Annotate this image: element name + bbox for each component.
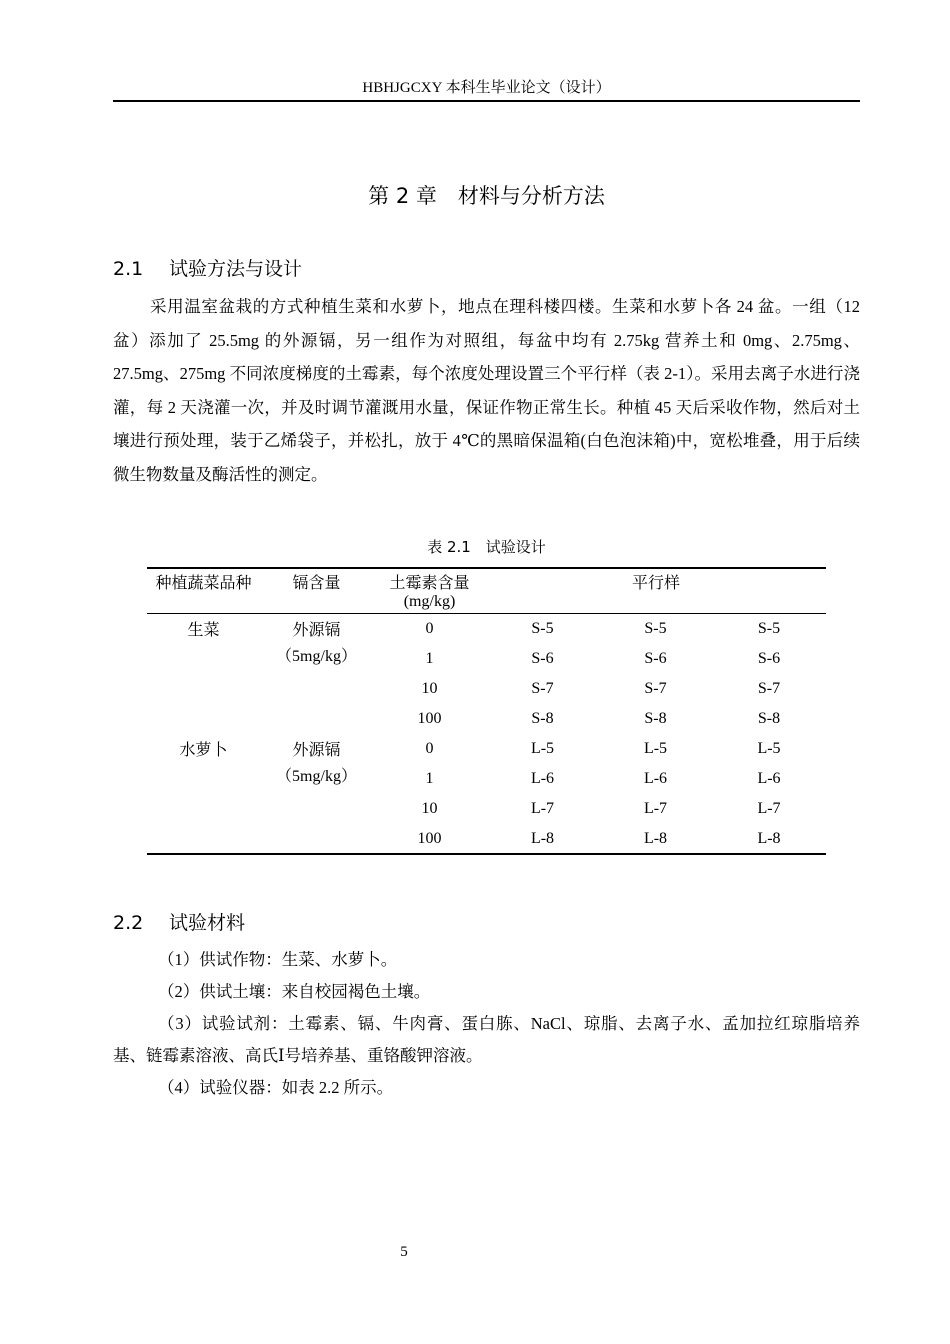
cadmium-label: 外源镉 bbox=[292, 622, 341, 639]
list-item: （2）供试土壤：来自校园褐色土壤。 bbox=[158, 982, 431, 1001]
method-paragraph: 采用温室盆栽的方式种植生菜和水萝卜，地点在理科楼四楼。生菜和水萝卜各 24 盆。一组（12 盆）添加了 25.5mg 的外源镉，另一组作为对照组，每盆中均有 2.75kg 营养土和 0mg、2.75mg、27.5mg、275mg 不同浓度梯度的土霉素，每个浓度处理设置三个平行样（表 2-1）。采用去离子水进行浇灌，每 2 天浇灌一次，并及时调节灌溉用水量，保证作物正常生长。种植 45 天后采收作物，然后对土壤进行预处理，装于乙烯袋子，并松扎，放于 4℃的黑暗保温箱(白色泡沫箱)中，宽松堆叠，用于后续微生物数量及酶活性的测定。 bbox=[113, 297, 860, 484]
replicate-cell: S-6 bbox=[757, 649, 781, 667]
header-oxytetracycline: 土霉素含量 (mg/kg) bbox=[373, 568, 486, 614]
replicate-cell: L-5 bbox=[757, 739, 781, 757]
replicate-cell: S-8 bbox=[644, 709, 667, 727]
oxytetracycline-cell: 10 bbox=[421, 799, 438, 817]
oxytetracycline-cell: 0 bbox=[425, 620, 434, 637]
oxytetracycline-cell: 10 bbox=[421, 679, 438, 697]
replicate-cell: L-7 bbox=[643, 799, 668, 817]
materials-list bbox=[113, 944, 860, 1104]
cadmium-cell bbox=[260, 734, 373, 854]
crop-cell: 生菜 bbox=[187, 622, 220, 639]
replicate-cell: L-8 bbox=[530, 829, 555, 847]
header-rule bbox=[113, 100, 860, 102]
crop-cell: 水萝卜 bbox=[179, 741, 228, 759]
table-header-row bbox=[147, 568, 826, 614]
replicate-cell: L-5 bbox=[643, 739, 668, 757]
replicate-cell: L-6 bbox=[643, 769, 668, 787]
list-item: （4）试验仪器：如表 2.2 所示。 bbox=[158, 1078, 394, 1097]
cadmium-label: 外源镉 bbox=[292, 741, 341, 759]
oxytetracycline-cell: 1 bbox=[425, 649, 434, 667]
list-item: （3）试验试剂：土霉素、镉、牛肉膏、蛋白胨、NaCl、琼脂、去离子水、孟加拉红琼脂培养基、链霉素溶液、高氏Ⅰ号培养基、重铬酸钾溶液。 bbox=[113, 1014, 860, 1065]
section-number: 2.1 bbox=[113, 258, 144, 280]
replicate-cell: S-7 bbox=[531, 679, 554, 697]
replicate-cell: L-8 bbox=[757, 829, 781, 847]
cadmium-cell bbox=[260, 614, 373, 734]
table-caption: 表 2.1 试验设计 bbox=[427, 538, 546, 556]
table-row bbox=[147, 614, 826, 644]
replicate-cell: S-7 bbox=[757, 679, 781, 697]
replicate-cell: L-7 bbox=[757, 799, 781, 817]
replicate-cell: S-5 bbox=[531, 620, 554, 637]
replicate-cell: S-5 bbox=[644, 620, 667, 637]
oxytetracycline-cell: 100 bbox=[417, 709, 442, 727]
list-item: （1）供试作物：生菜、水萝卜。 bbox=[158, 950, 398, 969]
replicate-cell: S-6 bbox=[644, 649, 667, 667]
header-crop: 种植蔬菜品种 bbox=[147, 568, 260, 614]
header-cadmium: 镉含量 bbox=[260, 568, 373, 614]
section-2-1-heading bbox=[113, 254, 302, 281]
cadmium-amount: （5mg/kg） bbox=[276, 648, 357, 665]
replicate-cell: S-5 bbox=[757, 620, 781, 637]
oxytetracycline-cell: 0 bbox=[425, 739, 434, 757]
design-table bbox=[147, 567, 826, 855]
header-replicates: 平行样 bbox=[486, 568, 826, 614]
section-title: 试验材料 bbox=[169, 912, 246, 934]
replicate-cell: S-8 bbox=[757, 709, 781, 727]
section-2-2-heading bbox=[113, 908, 245, 935]
replicate-cell: L-5 bbox=[530, 739, 555, 757]
section-number: 2.2 bbox=[113, 912, 144, 934]
oxytetracycline-cell: 1 bbox=[425, 769, 434, 787]
oxytetracycline-cell: 100 bbox=[417, 829, 442, 847]
chapter-title: 第 2 章 材料与分析方法 bbox=[368, 184, 605, 208]
section-title: 试验方法与设计 bbox=[169, 258, 303, 280]
table-row bbox=[147, 734, 826, 764]
running-header: HBHJGCXY 本科生毕业论文（设计） bbox=[362, 80, 611, 96]
replicate-cell: L-6 bbox=[757, 769, 781, 787]
replicate-cell: L-8 bbox=[643, 829, 668, 847]
replicate-cell: S-8 bbox=[531, 709, 554, 727]
page-number: 5 bbox=[400, 1244, 408, 1260]
cadmium-amount: （5mg/kg） bbox=[276, 767, 357, 785]
replicate-cell: L-7 bbox=[530, 799, 555, 817]
replicate-cell: S-7 bbox=[644, 679, 667, 697]
replicate-cell: S-6 bbox=[531, 649, 554, 667]
replicate-cell: L-6 bbox=[530, 769, 555, 787]
